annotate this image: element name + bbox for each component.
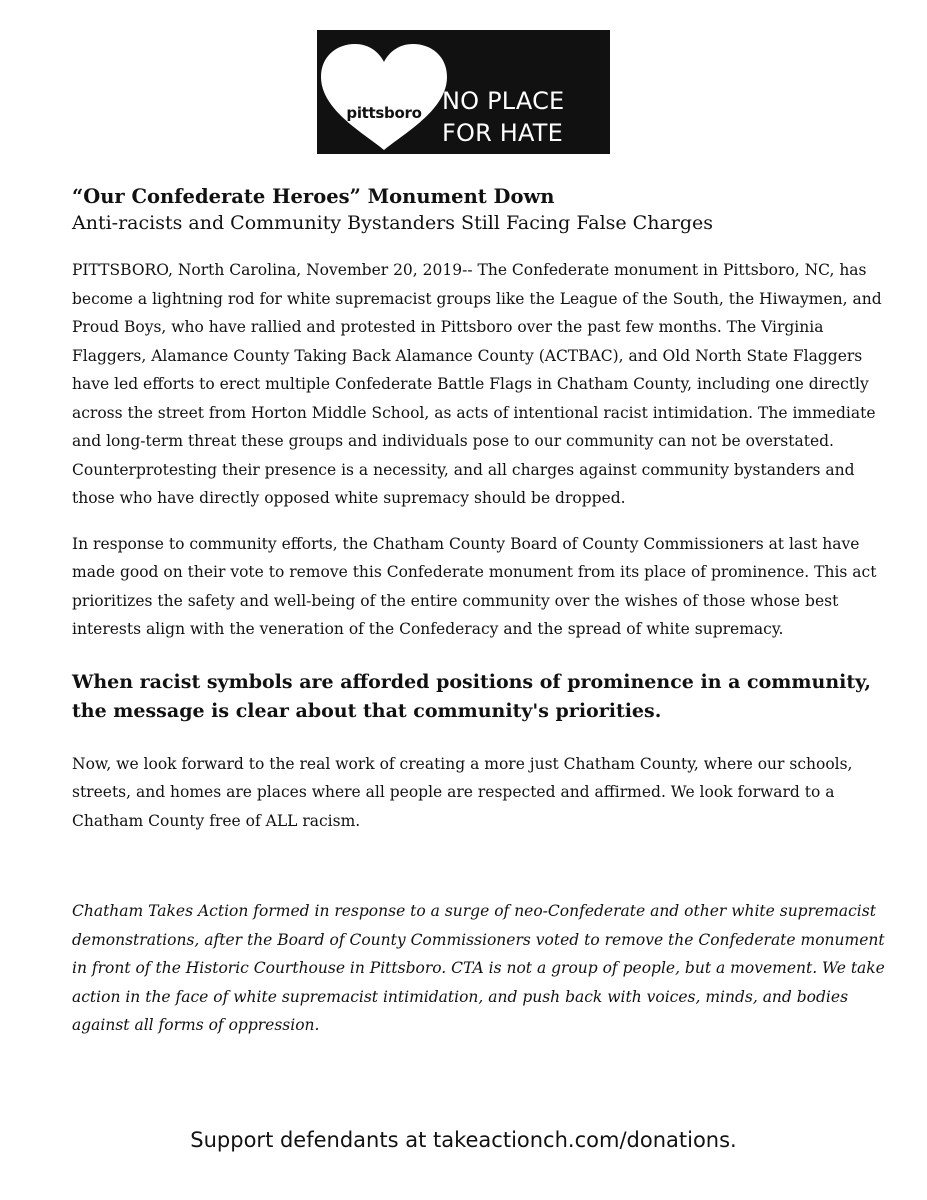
callout-quote: When racist symbols are afforded positions of prominence in a community, the message is clear about that community's priorities.: [72, 670, 871, 722]
paragraph-3: Now, we look forward to the real work of creating a more just Chatham County, where our schools, streets, and homes are places where all people are respected and affirmed. We look forward to a Chatham County free of ALL racism.: [72, 754, 853, 830]
logo-hashtag: #chathamtakesaction: [442, 156, 590, 170]
headline-title: “Our Confederate Heroes” Monument Down: [72, 185, 555, 208]
logo-line-1: NO PLACE: [442, 87, 565, 115]
no-place-for-hate-logo: [317, 30, 610, 170]
paragraph-1: PITTSBORO, North Carolina, November 20, 2019-- The Confederate monument in Pittsboro, NC, has become a lightning rod for white supremacist groups like the League of the South, the Hiwaymen, and Proud Boys, who have rallied and protested in Pittsboro over the past few months. The Virginia Flaggers, Alamance County Taking Back Alamance County (ACTBAC), and Old North State Flaggers have led efforts to erect multiple Confederate Battle Flags in Chatham County, including one directly across the street from Horton Middle School, as acts of intentional racist intimidation. The immediate and long-term threat these groups and individuals pose to our community can not be overstated. Counterprotesting their presence is a necessity, and all charges against community bystanders and those who have directly opposed white supremacy should be dropped.: [72, 261, 882, 507]
headline-subtitle: Anti-racists and Community Bystanders Still Facing False Charges: [72, 212, 714, 234]
about-statement: Chatham Takes Action formed in response to a surge of neo-Confederate and other white supremacist demonstrations, after the Board of County Commissioners voted to remove the Confederate monument in front of the Historic Courthouse in Pittsboro. CTA is not a group of people, but a movement. We take action in the face of white supremacist intimidation, and push back with voices, minds, and bodies against all forms of oppression.: [72, 902, 885, 1034]
logo-heart-text: pittsboro: [346, 104, 422, 122]
press-release-body: [72, 184, 887, 1040]
logo-line-2: FOR HATE: [442, 119, 564, 147]
support-donations-line: Support defendants at takeactionch.com/donations.: [190, 1128, 737, 1152]
paragraph-2: In response to community efforts, the Chatham County Board of County Commissioners at last have made good on their vote to remove this Confederate monument from its place of prominence. This act prioritizes the safety and well-being of the entire community over the wishes of those whose best interests align with the veneration of the Confederacy and the spread of white supremacy.: [72, 534, 877, 638]
